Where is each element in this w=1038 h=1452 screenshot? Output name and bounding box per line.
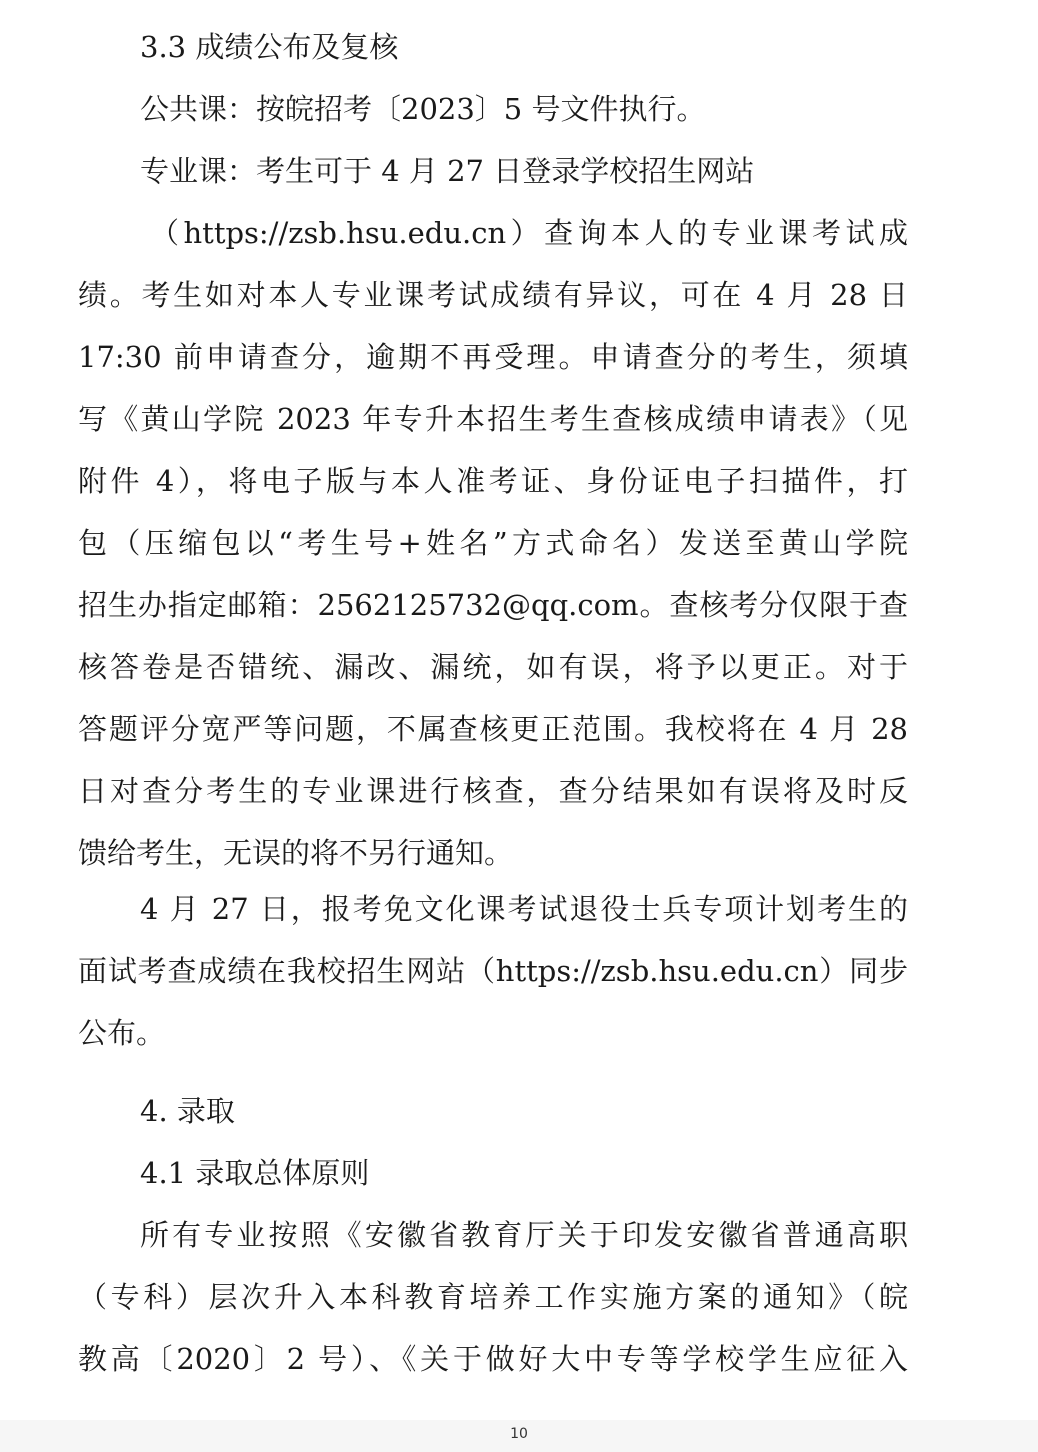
paragraph-line: （https://zsb.hsu.edu.cn）查询本人的专业课考试成 <box>150 216 908 250</box>
paragraph-line: 4 月 27 日，报考免文化课考试退役士兵专项计划考生的 <box>140 892 908 926</box>
paragraph-line: 公布。 <box>78 1016 166 1050</box>
paragraph-line: 绩。考生如对本人专业课考试成绩有异议，可在 4 月 28 日 <box>78 278 908 312</box>
paragraph-line: 面试考查成绩在我校招生网站（https://zsb.hsu.edu.cn）同步 <box>78 954 908 988</box>
paragraph-line: 日对查分考生的专业课进行核查，查分结果如有误将及时反 <box>78 774 908 808</box>
section-heading-4-1: 4.1 录取总体原则 <box>140 1156 370 1190</box>
paragraph-line: 核答卷是否错统、漏改、漏统，如有误，将予以更正。对于 <box>78 650 908 684</box>
paragraph-line: 公共课：按皖招考〔2023〕5 号文件执行。 <box>140 92 706 126</box>
section-heading-4: 4. 录取 <box>140 1094 235 1128</box>
paragraph-line: 专业课：考生可于 4 月 27 日登录学校招生网站 <box>140 154 755 188</box>
paragraph-line: 17:30 前申请查分，逾期不再受理。申请查分的考生，须填 <box>78 340 908 374</box>
paragraph-line: 招生办指定邮箱：2562125732@qq.com。查核考分仅限于查 <box>78 588 908 622</box>
paragraph-line: 教高〔2020〕2 号）、《关于做好大中专等学校学生应征入 <box>78 1342 908 1376</box>
paragraph-line: 所有专业按照《安徽省教育厅关于印发安徽省普通高职 <box>140 1218 908 1252</box>
paragraph-line: 答题评分宽严等问题，不属查核更正范围。我校将在 4 月 28 <box>78 712 908 746</box>
paragraph-line: 附件 4），将电子版与本人准考证、身份证电子扫描件，打 <box>78 464 908 498</box>
paragraph-line: 包（压缩包以“考生号+姓名”方式命名）发送至黄山学院 <box>78 526 908 560</box>
section-heading-3-3: 3.3 成绩公布及复核 <box>140 30 399 64</box>
page-number: 10 <box>510 1426 528 1442</box>
paragraph-line: 写《黄山学院 2023 年专升本招生考生查核成绩申请表》（见 <box>78 402 908 436</box>
paragraph-line: （专科）层次升入本科教育培养工作实施方案的通知》（皖 <box>78 1280 908 1314</box>
paragraph-line: 馈给考生，无误的将不另行通知。 <box>78 836 514 870</box>
